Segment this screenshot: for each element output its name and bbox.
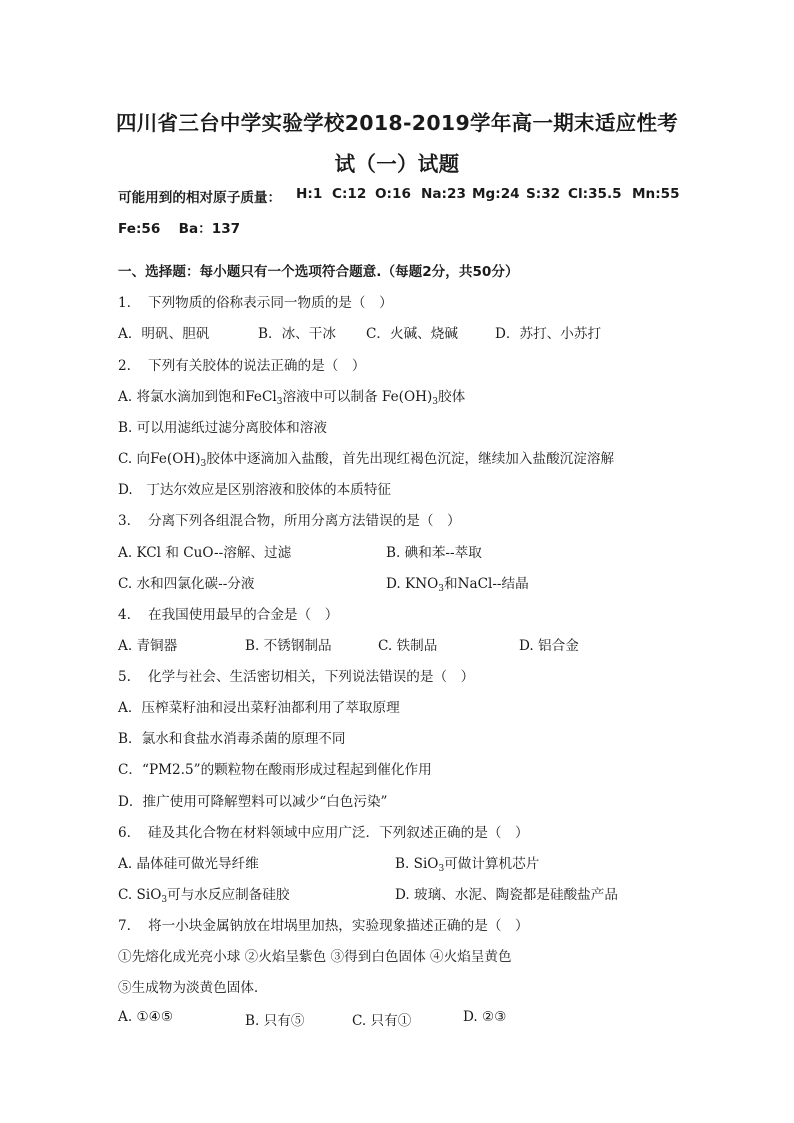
q1-option-c: C．火碱、烧碱 xyxy=(366,326,458,342)
question-number: 5. xyxy=(118,669,131,685)
question-number: 1. xyxy=(118,295,131,311)
atomic-mass-s: S:32 xyxy=(526,186,561,202)
q7-option-c: C. 只有① xyxy=(352,1013,412,1029)
question-stem: 分离下列各组混合物，所用分离方法错误的是（ ） xyxy=(148,513,461,529)
q5-option-b: B．氯水和食盐水消毒杀菌的原理不同 xyxy=(118,731,346,747)
exam-title-line2: 试（一）试题 xyxy=(334,152,460,176)
q2-option-a: A. 将氯水滴加到饱和FeCl$_3$溶液中可以制备 $Fe(OH)_3$胶体 xyxy=(118,389,466,407)
q2-option-c: C. 向$Fe(OH)_3$胶体中逐滴加入盐酸，首先出现红褐色沉淀，继续加入盐酸沉淀溶解 xyxy=(118,451,615,469)
atomic-mass-mn: Mn:55 xyxy=(632,186,680,202)
atomic-mass-h: H:1 xyxy=(296,186,323,202)
section-heading: 一、选择题：每小题只有一个选项符合题意.（每题2分，共50分） xyxy=(118,264,519,280)
q6-option-b: B. SiO$_3$可做计算机芯片 xyxy=(395,856,540,874)
question-5 xyxy=(118,665,474,685)
question-stem: 硅及其化合物在材料领域中应用广泛．下列叙述正确的是（ ） xyxy=(148,825,529,841)
question-stem: 在我国使用最早的合金是（ ） xyxy=(148,607,339,623)
atomic-mass-na: Na:23 xyxy=(421,186,466,202)
question-3 xyxy=(118,509,461,529)
question-4 xyxy=(118,603,338,623)
q2-option-b: B. 可以用滤纸过滤分离胶体和溶液 xyxy=(118,420,327,436)
atomic-mass-line2: Fe:56 Ba：137 xyxy=(118,221,241,237)
q6-option-a: A. 晶体硅可做光导纤维 xyxy=(118,856,259,872)
q4-option-a: A. 青铜器 xyxy=(118,638,178,654)
q3-option-c: C. 水和四氯化碳--分液 xyxy=(118,576,255,592)
exam-title-line1: 四川省三台中学实验学校2018-2019学年高一期末适应性考 xyxy=(115,111,679,135)
q4-option-d: D. 铝合金 xyxy=(519,638,579,654)
atomic-mass-mg: Mg:24 xyxy=(472,186,520,202)
atomic-mass-c: C:12 xyxy=(332,186,367,202)
question-number: 4. xyxy=(118,607,131,623)
q1-option-a: A．明矾、胆矾 xyxy=(118,326,210,342)
atomic-mass-label: 可能用到的相对原子质量： xyxy=(118,190,282,206)
q7-phenomena-line2: ⑤生成物为淡黄色固体. xyxy=(118,980,259,996)
question-number: 6. xyxy=(118,825,131,841)
q1-option-d: D．苏打、小苏打 xyxy=(495,326,602,342)
question-stem: 将一小块金属钠放在坩埚里加热，实验现象描述正确的是（ ） xyxy=(148,918,529,934)
question-7 xyxy=(118,914,529,934)
q3-option-b: B. 碘和苯--萃取 xyxy=(386,545,482,561)
question-2 xyxy=(118,354,366,374)
q5-option-a: A．压榨菜籽油和浸出菜籽油都利用了萃取原理 xyxy=(118,700,400,716)
question-1 xyxy=(118,291,393,311)
atomic-mass-cl: Cl:35.5 xyxy=(568,186,622,202)
q6-option-d: D. 玻璃、水泥、陶瓷都是硅酸盐产品 xyxy=(395,887,618,903)
q3-option-d: D. $KNO_3$和NaCl--结晶 xyxy=(386,576,529,594)
atomic-mass-o: O:16 xyxy=(375,186,411,202)
q7-option-d: D. ②③ xyxy=(463,1009,507,1025)
question-number: 2. xyxy=(118,358,131,374)
q6-option-c: C. SiO$_3$可与水反应制备硅胶 xyxy=(118,887,290,905)
question-stem: 下列物质的俗称表示同一物质的是（ ） xyxy=(148,295,393,311)
question-number: 7. xyxy=(118,918,131,934)
q7-phenomena-line1: ①先熔化成光亮小球 ②火焰呈紫色 ③得到白色固体 ④火焰呈黄色 xyxy=(118,949,512,965)
question-stem: 化学与社会、生活密切相关，下列说法错误的是（ ） xyxy=(148,669,475,685)
q2-option-d: D. 丁达尔效应是区别溶液和胶体的本质特征 xyxy=(118,482,392,498)
q7-option-b: B. 只有⑤ xyxy=(245,1013,305,1029)
q3-option-a: A. KCl 和 CuO--溶解、过滤 xyxy=(118,545,292,561)
q5-option-c: C．“PM2.5”的颗粒物在酸雨形成过程起到催化作用 xyxy=(118,762,432,778)
question-stem: 下列有关胶体的说法正确的是（ ） xyxy=(148,358,366,374)
q1-option-b: B．冰、干冰 xyxy=(258,326,336,342)
question-6 xyxy=(118,821,529,841)
q5-option-d: D．推广使用可降解塑料可以减少“白色污染” xyxy=(118,794,388,810)
q4-option-b: B. 不锈钢制品 xyxy=(245,638,332,654)
q4-option-c: C. 铁制品 xyxy=(378,638,438,654)
question-number: 3. xyxy=(118,513,131,529)
q7-option-a: A. ①④⑤ xyxy=(118,1009,174,1025)
